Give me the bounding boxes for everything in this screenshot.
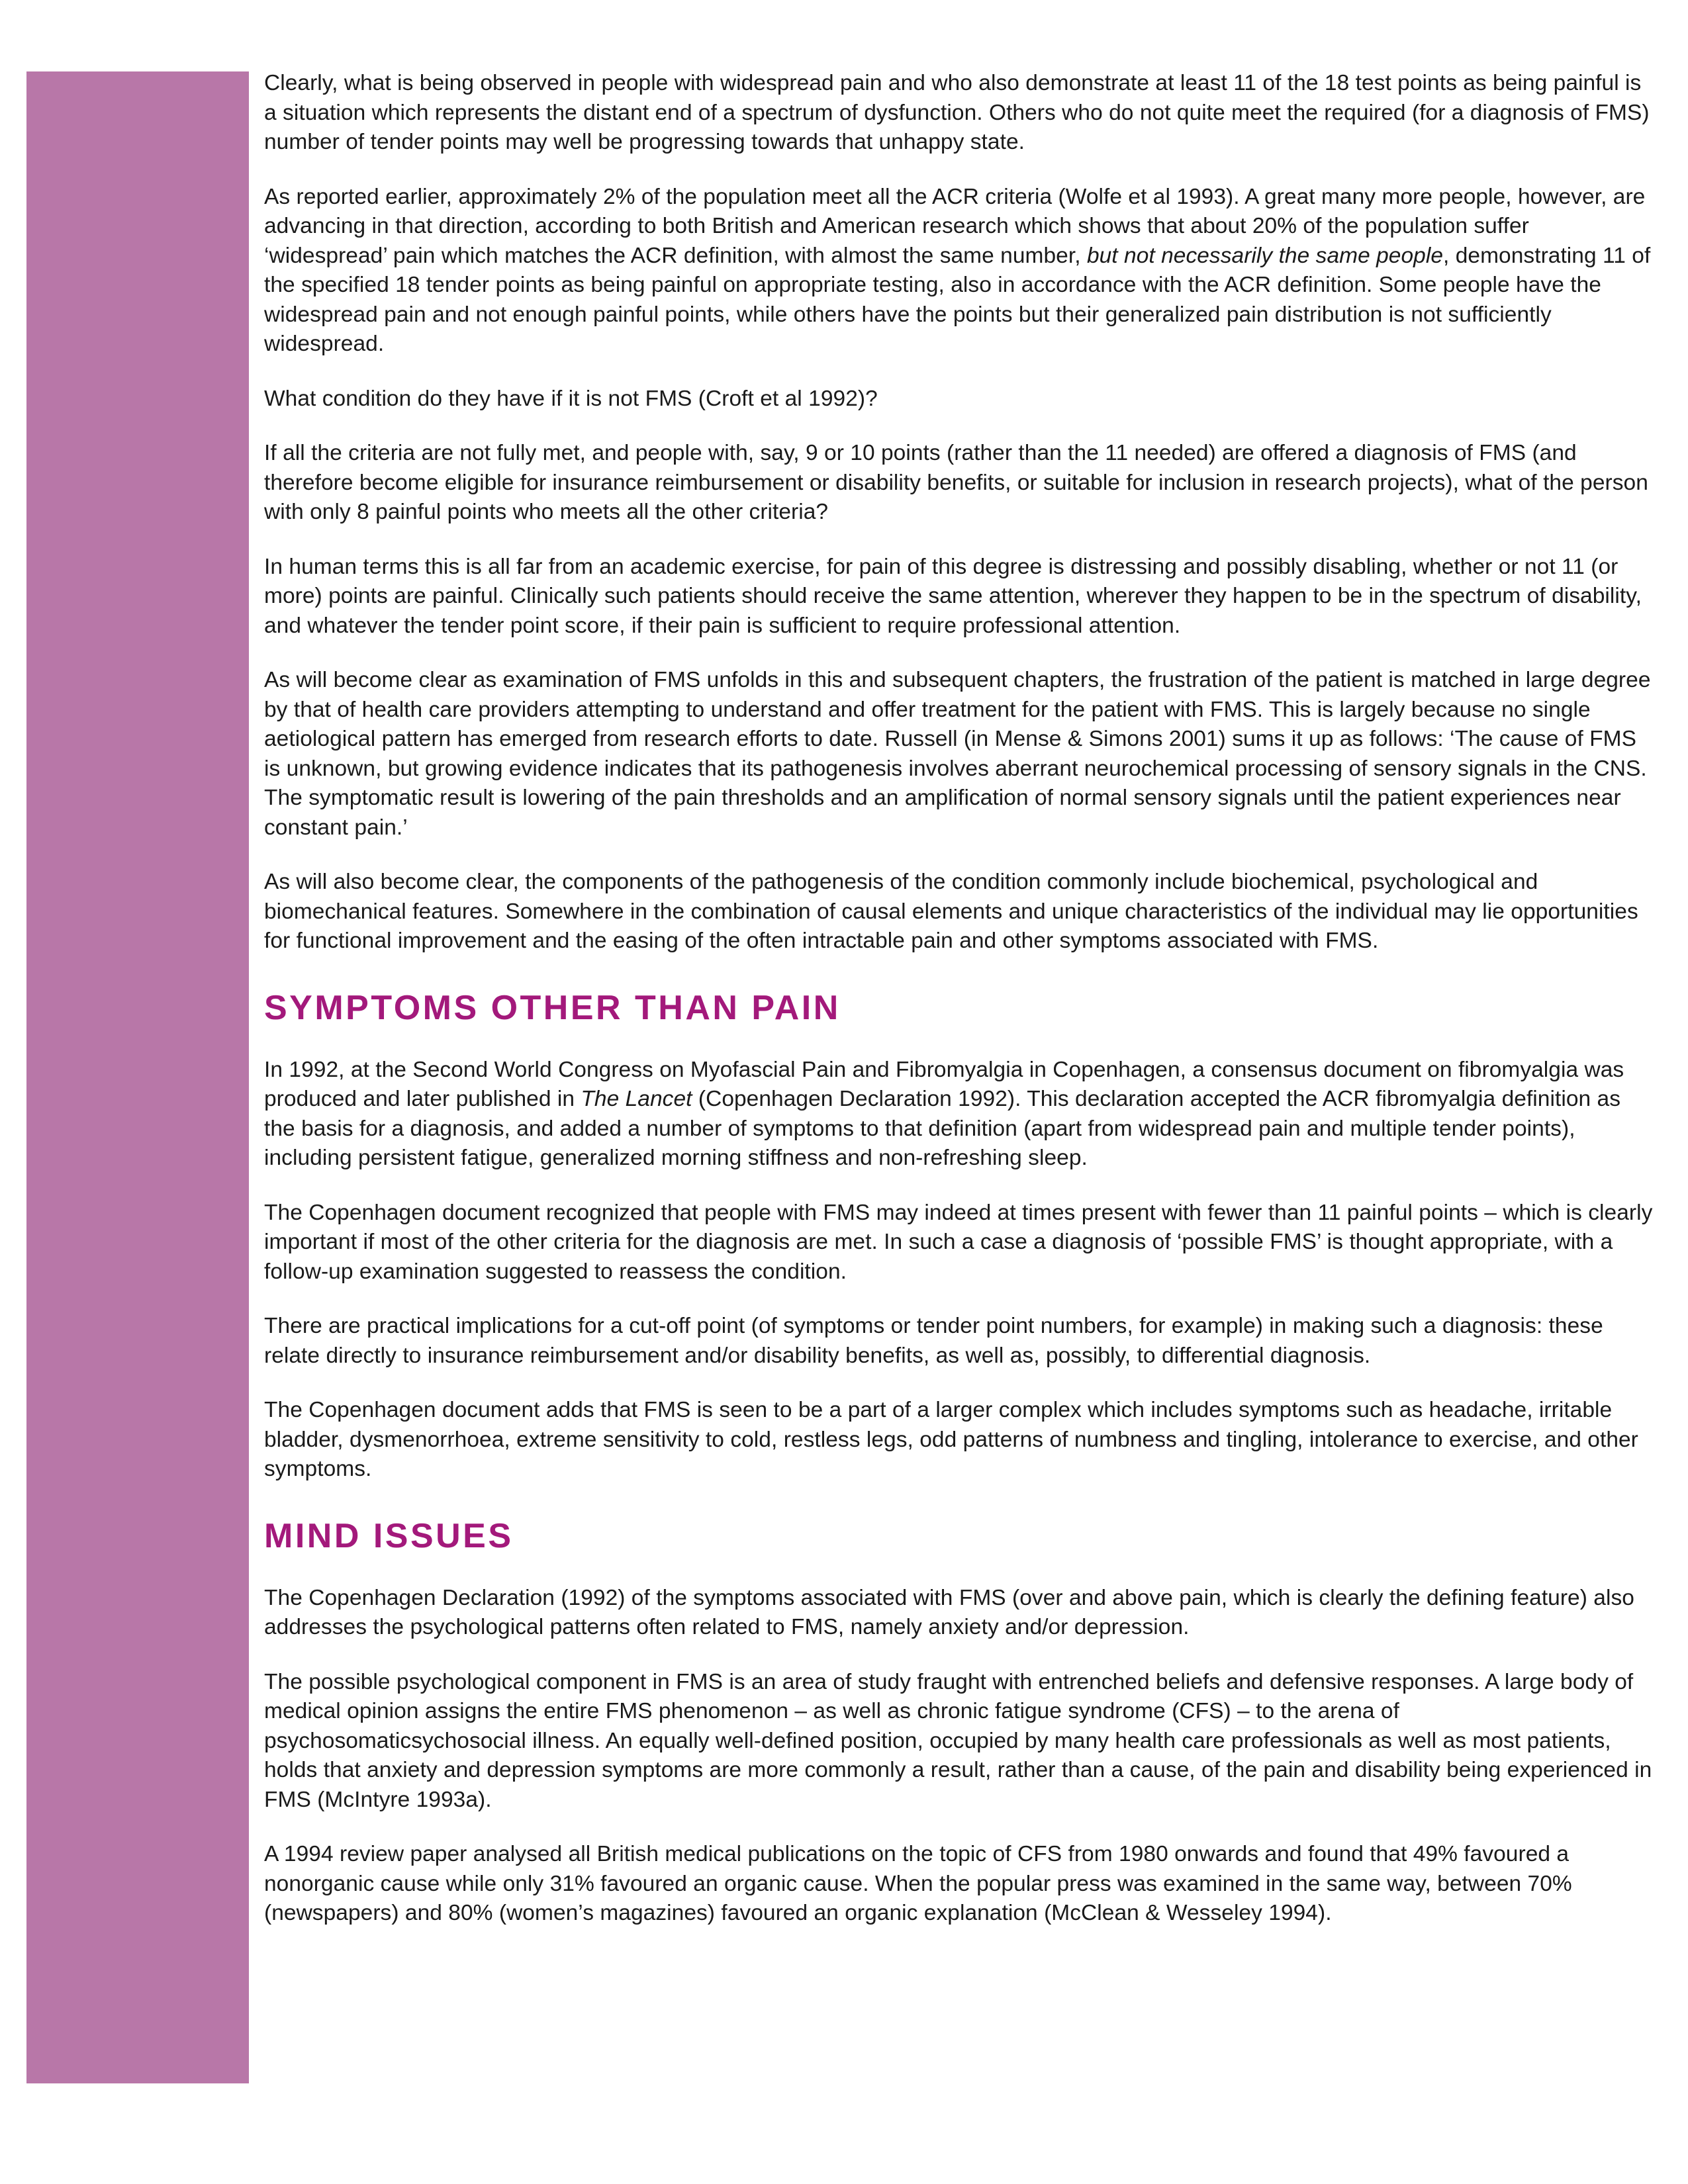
journal-title: The Lancet xyxy=(581,1087,692,1111)
sidebar-band xyxy=(26,71,249,2083)
paragraph: A 1994 review paper analysed all British medical publications on the topic of CFS from 1980 onwards and found that 49% favoured a nonorganic cause while only 31% favoured an organic cause. When the popular press was examined in the same way, between 70% (newspapers) and 80% (women’s magazines) favoured an organic explanation (McClean & Wesseley 1994). xyxy=(264,1842,1572,1925)
paragraph-text: As reported earlier, approximately 2% of the population meet all the ACR criteria (Wolfe et al 1993). A great many more people, however, are advancing in that direction, according to both British and American research which shows that about 20% of the population suffer ‘widespread’ pain which matches the ACR definition, with almost the same number, xyxy=(264,184,1646,268)
paragraph: As will also become clear, the components of the pathogenesis of the condition commonly include biochemical, psychological and biomechanical features. Somewhere in the combination of causal elements and unique characteristics of the individual may lie opportunities for functional improvement and the easing of the often intractable pain and other symptoms associated with FMS. xyxy=(264,870,1638,953)
paragraph: In human terms this is all far from an academic exercise, for pain of this degree is distressing and possibly disabling, whether or not 11 (or more) points are painful. Clinically such patients should receive the same attention, wherever they happen to be in the spectrum of disability, and whatever the tender point score, if their pain is sufficient to require professional attention. xyxy=(264,554,1642,638)
paragraph: Clearly, what is being observed in people with widespread pain and who also demonstrate at least 11 of the 18 test points as being painful is a situation which represents the distant end of a spectrum of dysfunction. Others who do not quite meet the required (for a diagnosis of FMS) number of tender points may well be progressing towards that unhappy state. xyxy=(264,71,1650,154)
paragraph: There are practical implications for a cut-off point (of symptoms or tender point numbers, for example) in making such a diagnosis: these relate directly to insurance reimbursement and/or disability benefits, as well as, possibly, to differential diagnosis. xyxy=(264,1314,1603,1368)
section-heading-mind-issues: MIND ISSUES xyxy=(264,1516,514,1555)
paragraph: The Copenhagen Declaration (1992) of the symptoms associated with FMS (over and above pain, which is clearly the defining feature) also addresses the psychological patterns often related to FMS, namely anxiety and/or depression. xyxy=(264,1585,1634,1639)
paragraph: As will become clear as examination of FMS unfolds in this and subsequent chapters, the frustration of the patient is matched in large degree by that of health care providers attempting to understand and offer treatment for the patient with FMS. This is largely because no single aetiological pattern has emerged from research efforts to date. Russell (in Mense & Simons 2001) sums it up as follows: ‘The cause of FMS is unknown, but growing evidence indicates that its pathogenesis involves aberrant neurochemical processing of sensory signals in the CNS. The symptomatic result is lowering of the pain thresholds and an amplification of normal sensory signals until the patient experiences near constant pain.’ xyxy=(264,668,1651,840)
paragraph: If all the criteria are not fully met, and people with, say, 9 or 10 points (rather than the 11 needed) are offered a diagnosis of FMS (and therefore become eligible for insurance reimbursement or disability benefits, or suitable for inclusion in research projects), what of the person with only 8 painful points who meets all the other criteria? xyxy=(264,441,1648,524)
page-body xyxy=(264,69,1654,1954)
paragraph-emphasis: but not necessarily the same people xyxy=(1086,243,1444,268)
paragraph: The Copenhagen document adds that FMS is seen to be a part of a larger complex which includes symptoms such as headache, irritable bladder, dysmenorrhoea, extreme sensitivity to cold, restless legs, odd patterns of numbness and tingling, intolerance to exercise, and other symptoms. xyxy=(264,1398,1638,1481)
paragraph-text: In 1992, at the Second World Congress on Myofascial Pain and Fibromyalgia in Copenhagen, a consensus document on fibromyalgia was produced and later published in xyxy=(264,1057,1624,1111)
paragraph-text: (Copenhagen Declaration 1992). This declaration accepted the ACR fibromyalgia definition as the basis for a diagnosis, and added a number of symptoms to that definition (apart from widespread pain and multiple tender points), including persistent fatigue, generalized morning stiffness and non-refreshing sleep. xyxy=(264,1087,1621,1170)
paragraph-text: , demonstrating 11 of the specified 18 tender points as being painful on appropriate testing, also in accordance with the ACR definition. Some people have the widespread pain and not enough painful points, while others have the points but their generalized pain distribution is not sufficiently widespread. xyxy=(264,243,1651,356)
paragraph xyxy=(264,183,1654,359)
paragraph: The Copenhagen document recognized that people with FMS may indeed at times present with fewer than 11 painful points – which is clearly important if most of the other criteria for the diagnosis are met. In such a case a diagnosis of ‘possible FMS’ is thought appropriate, with a follow-up examination suggested to reassess the condition. xyxy=(264,1200,1653,1284)
section-heading-symptoms: SYMPTOMS OTHER THAN PAIN xyxy=(264,988,841,1027)
paragraph: What condition do they have if it is not FMS (Croft et al 1992)? xyxy=(264,386,878,411)
paragraph xyxy=(264,1056,1654,1173)
paragraph: The possible psychological component in FMS is an area of study fraught with entrenched beliefs and defensive responses. A large body of medical opinion assigns the entire FMS phenomenon – as well as chronic fatigue syndrome (CFS) – to the arena of psychosomaticsychosocial illness. An equally well-defined position, occupied by many health care professionals as well as most patients, holds that anxiety and depression symptoms are more commonly a result, rather than a cause, of the pain and disability being experienced in FMS (McIntyre 1993a). xyxy=(264,1669,1652,1812)
